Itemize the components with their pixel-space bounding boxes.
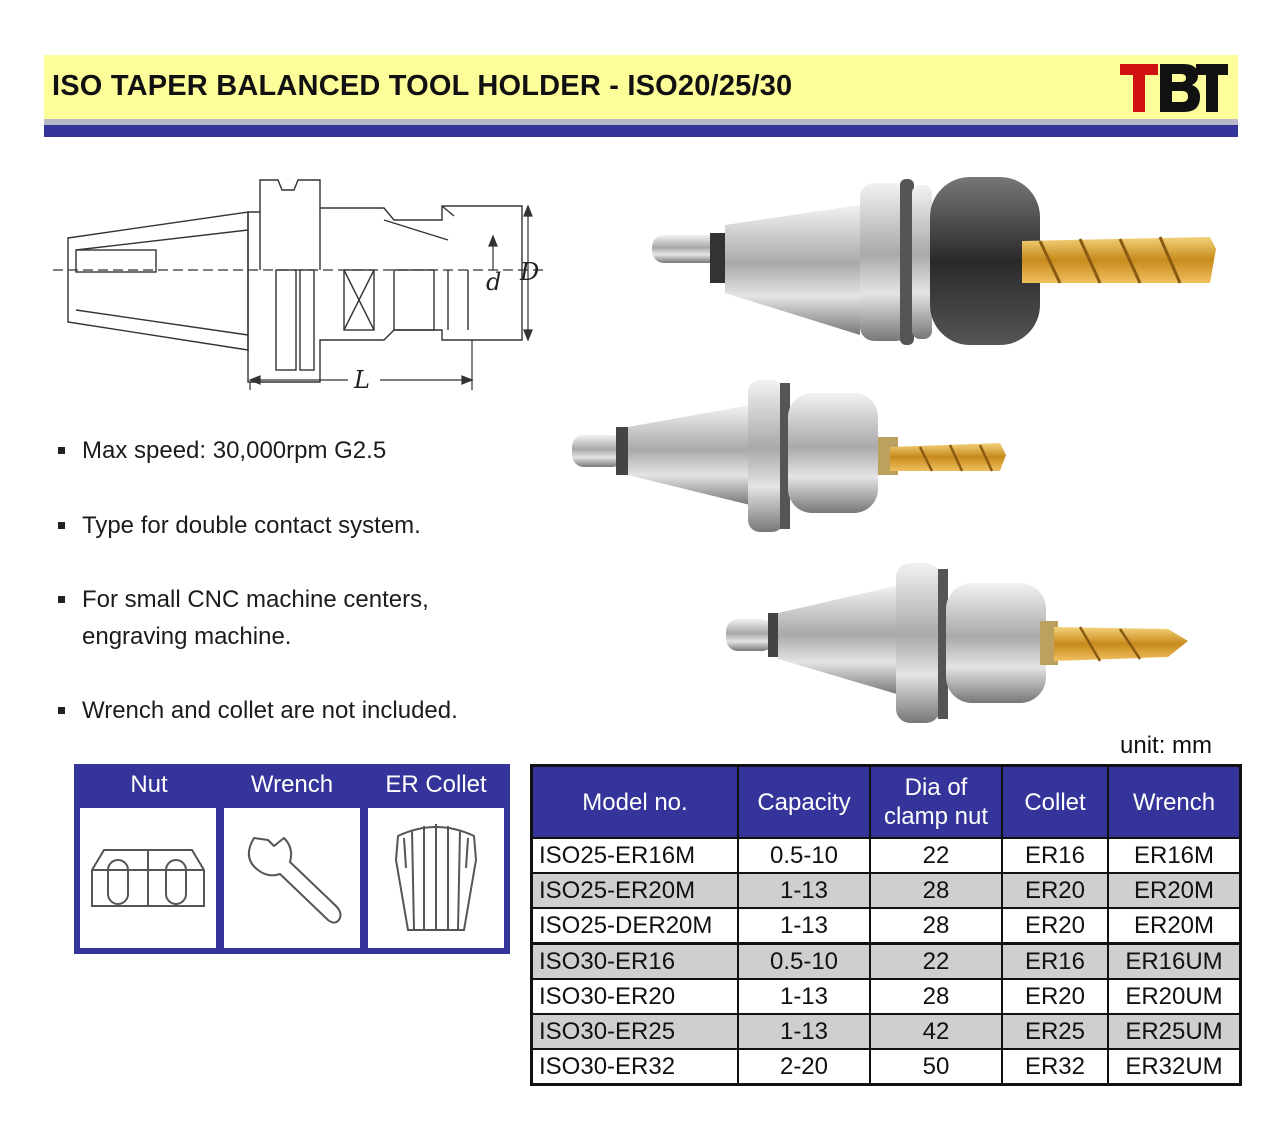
col-capacity: Capacity <box>738 766 870 839</box>
bullet-icon <box>58 707 65 714</box>
col-collet: Collet <box>1002 766 1108 839</box>
table-row: ISO25-ER20M 1-13 28 ER20 ER20M <box>532 873 1241 908</box>
er-collet-icon <box>368 808 504 948</box>
table-row: ISO25-ER16M 0.5-10 22 ER16 ER16M <box>532 838 1241 873</box>
col-wrench: Wrench <box>1108 766 1241 839</box>
table-row: ISO30-ER25 1-13 42 ER25 ER25UM <box>532 1014 1241 1049</box>
page-title: ISO TAPER BALANCED TOOL HOLDER - ISO20/25/30 <box>52 70 793 102</box>
tool-holder-photo-2 <box>572 380 1006 532</box>
table-row: ISO25-DER20M 1-13 28 ER20 ER20M <box>532 908 1241 944</box>
accessories-panel <box>74 764 510 954</box>
product-photos <box>560 165 1240 740</box>
unit-label: unit: mm <box>1120 732 1213 759</box>
bullet-icon <box>58 447 65 454</box>
table-row: ISO30-ER20 1-13 28 ER20 ER20UM <box>532 979 1241 1014</box>
tool-holder-photo-1 <box>652 177 1216 345</box>
accessory-cell-collet <box>368 808 504 948</box>
spec-table <box>530 764 1242 1086</box>
tbt-logo <box>1118 60 1230 114</box>
table-row: ISO30-ER16 0.5-10 22 ER16 ER16UM <box>532 944 1241 980</box>
wrench-icon <box>224 808 360 948</box>
spec-header-row <box>532 766 1241 839</box>
col-dia-clamp-nut: Dia of clamp nut <box>870 766 1002 839</box>
accessory-header-wrench: Wrench <box>250 771 334 798</box>
bullet-icon <box>58 596 65 603</box>
table-row: ISO30-ER32 2-20 50 ER32 ER32UM <box>532 1049 1241 1085</box>
diagram-label-d: d <box>486 268 502 296</box>
accessory-header-collet: ER Collet <box>385 771 487 798</box>
tool-holder-photo-3 <box>726 563 1188 723</box>
technical-drawing <box>48 170 568 400</box>
col-model-no: Model no. <box>532 766 739 839</box>
accessory-header-nut: Nut <box>130 771 168 798</box>
header-divider-blue <box>44 125 1238 137</box>
bullet-icon <box>58 522 65 529</box>
diagram-label-D: D <box>520 258 540 286</box>
header-banner <box>44 55 1238 119</box>
accessory-cell-nut <box>80 808 216 948</box>
clamp-nut-icon <box>80 808 216 948</box>
diagram-label-L: L <box>354 366 370 394</box>
accessory-cell-wrench <box>224 808 360 948</box>
